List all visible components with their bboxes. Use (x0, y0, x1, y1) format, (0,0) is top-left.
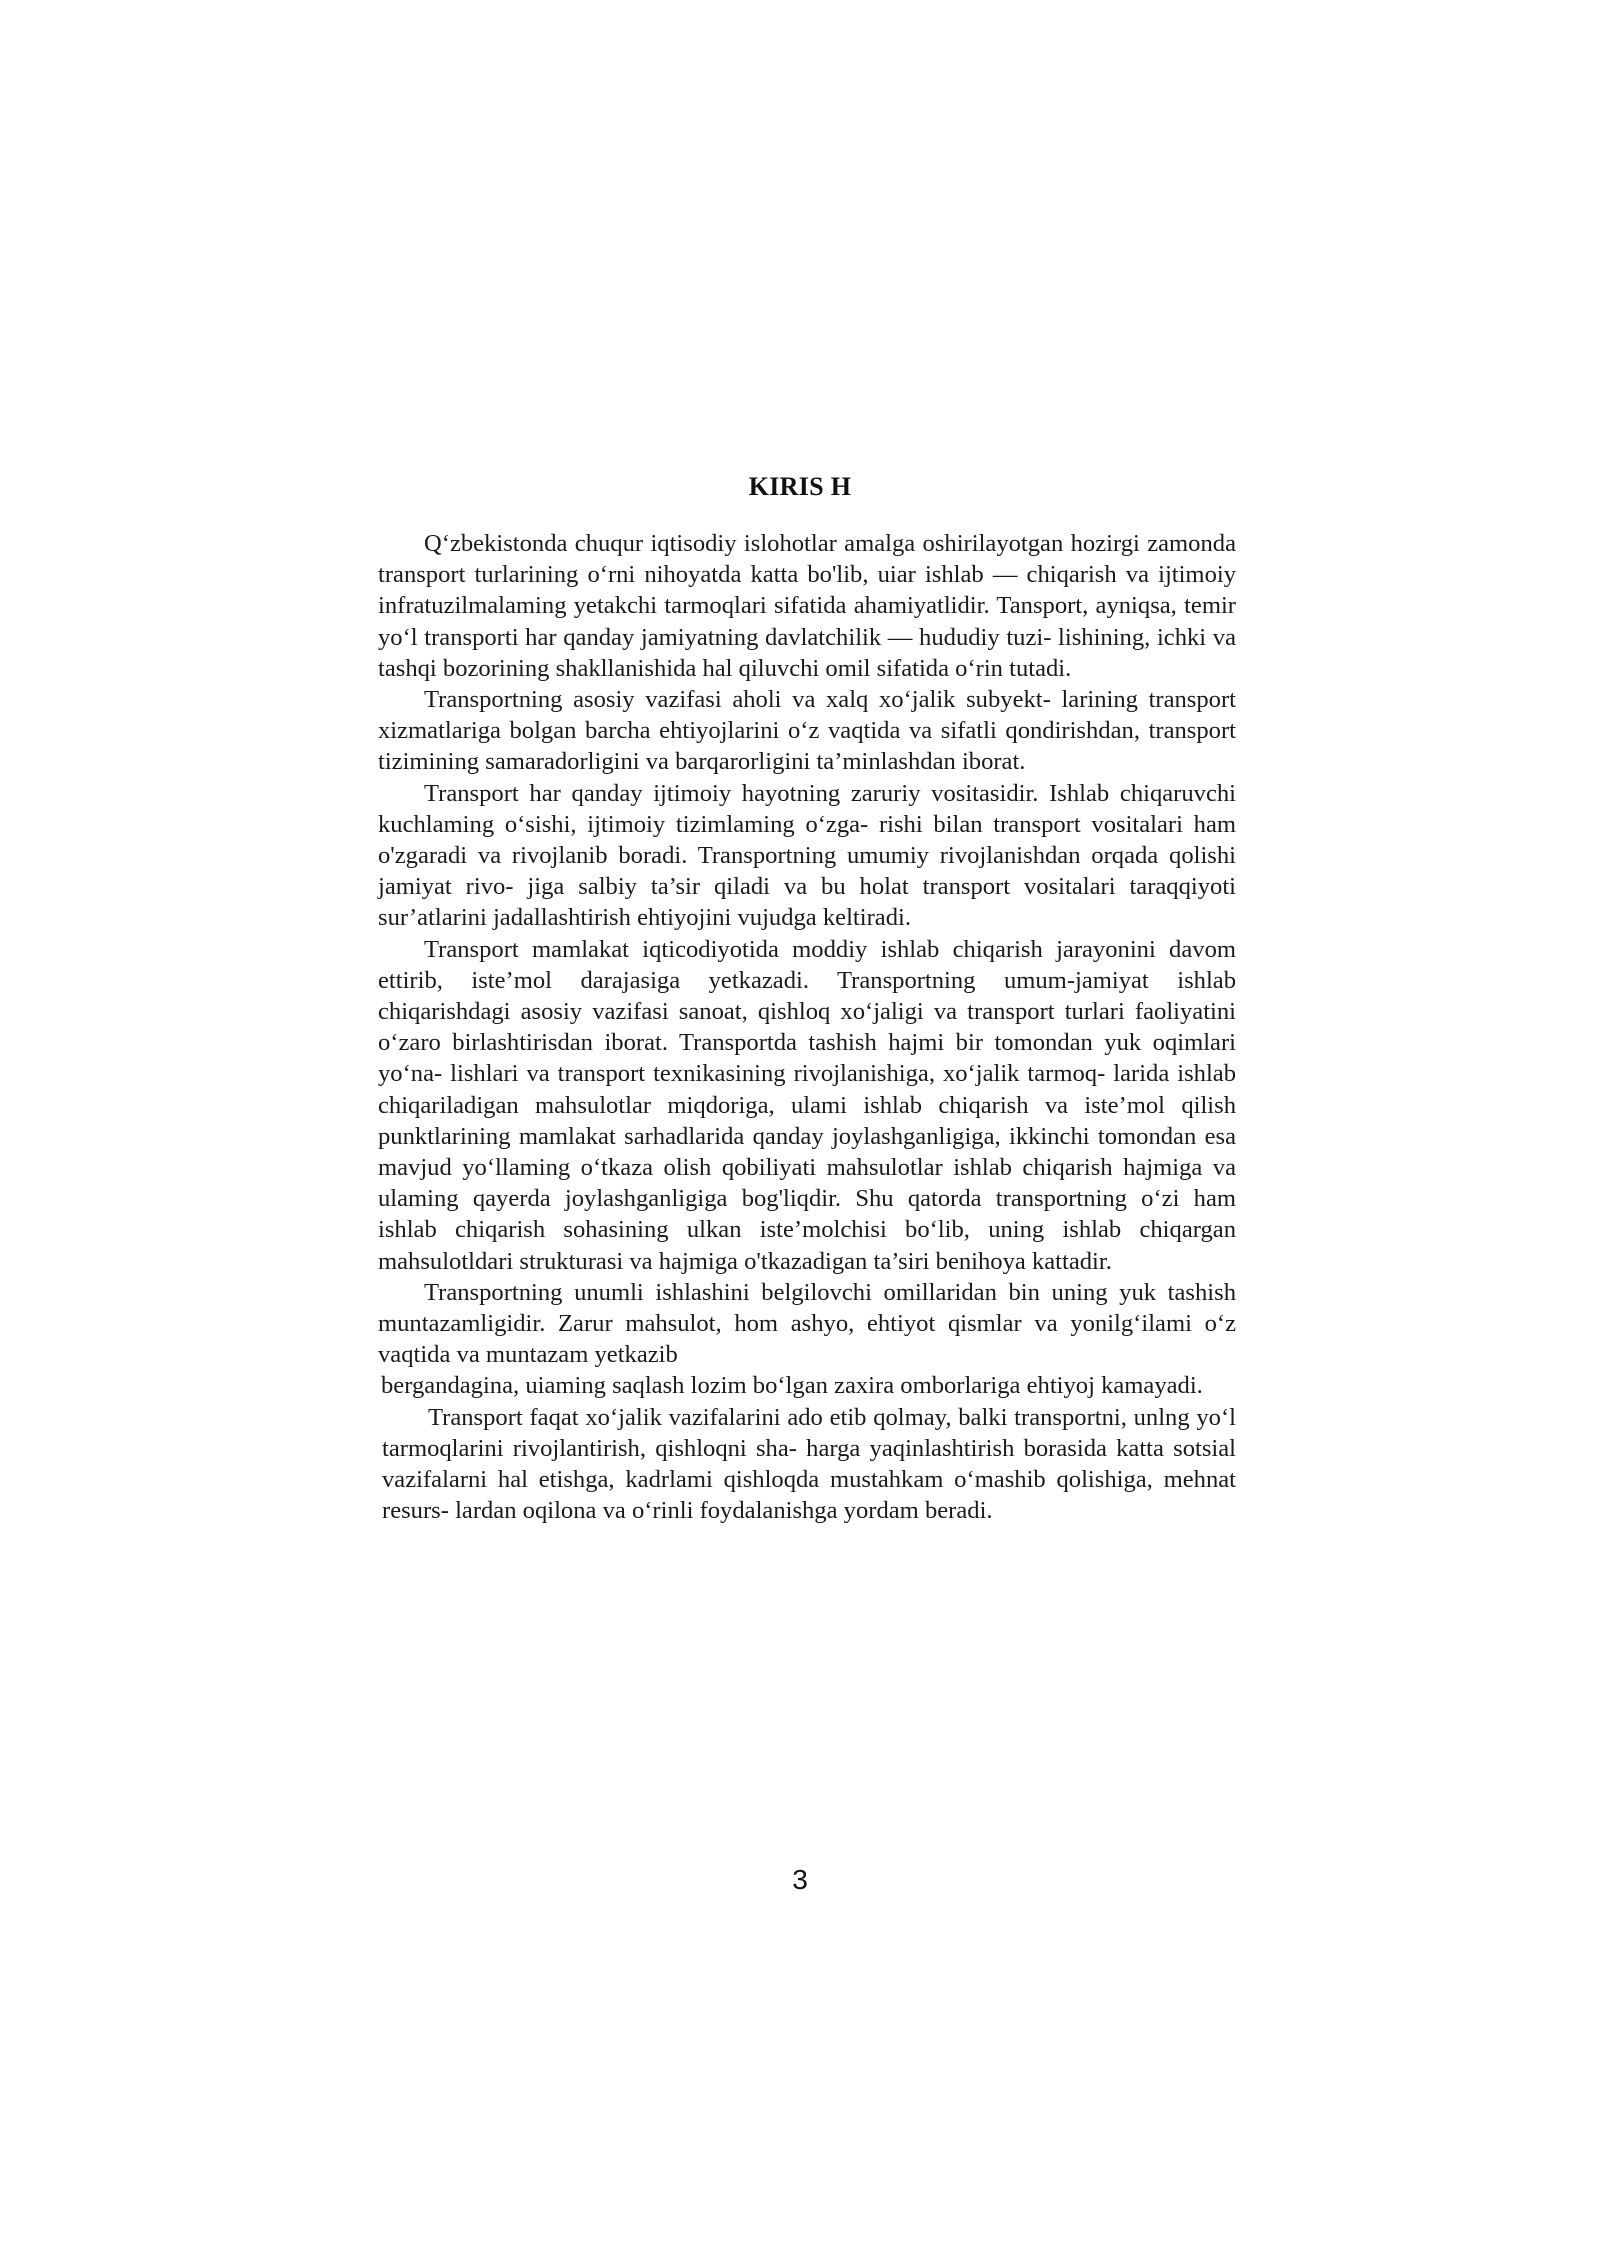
paragraph-5-continued: bergandagina, uiaming saqlash lozim bo‘lgan zaxira omborlariga ehtiyoj kamayadi. (381, 1372, 1203, 1400)
paragraph-3: Transport har qanday ijtimoiy hayotning zaruriy vositasidir. Ishlab chiqaruvchi kuchlaming o‘sishi, ijtimoiy tizimlaming o‘zga- rishi bilan transport vositalari ham o'zgaradi va rivojlanib boradi. Transportning umumiy rivojlanishdan orqada qolishi jamiyat rivo- jiga salbiy ta’sir qiladi va bu holat transport vositalari taraqqiyoti sur’atlarini jadallashtirish ehtiyojini vujudga keltiradi. (378, 779, 1236, 932)
paragraph-2: Transportning asosiy vazifasi aholi va xalq xo‘jalik subyekt- larining transport xizmatlariga bolgan barcha ehtiyojlarini o‘z vaqtida va sifatli qondirishdan, transport tizimining samaradorligini va barqarorligini ta’minlashdan iborat. (378, 686, 1236, 776)
page-number: 3 (792, 1864, 808, 1895)
body-text (378, 528, 1236, 1527)
paragraph-4: Transport mamlakat iqticodiyotida moddiy ishlab chiqarish jarayonini davom ettirib, iste’mol darajasiga yetkazadi. Transportning umum-jamiyat ishlab chiqarishdagi asosiy vazifasi sanoat, qishloq xo‘jaligi va transport turlari faoliyatini o‘zaro birlashtirisdan iborat. Transportda tashish hajmi bir tomondan yuk oqimlari yo‘na- lishlari va transport texnikasining rivojlanishiga, xo‘jalik tarmoq- larida ishlab chiqariladigan mahsulotlar miqdoriga, ulami ishlab chiqarish va iste’mol qilish punktlarining mamlakat sarhadlarida qanday joylashganligiga, ikkinchi tomondan esa mavjud yo‘llaming o‘tkaza olish qobiliyati mahsulotlar ishlab chiqarish hajmiga va ulaming qayerda joylashganligiga bog'liqdir. Shu qatorda transportning o‘zi ham ishlab chiqarish sohasining ulkan iste’molchisi bo‘lib, uning ishlab chiqargan mahsulotldari strukturasi va hajmiga o'tkazadigan ta’siri benihoya kattadir. (378, 935, 1236, 1275)
paragraph-5: Transportning unumli ishlashini belgilovchi omillaridan bin uning yuk tashish muntazamligidir. Zarur mahsulot, hom ashyo, ehtiyot qismlar va yonilg‘ilami o‘z vaqtida va muntazam yetkazib (378, 1278, 1236, 1369)
paragraph-6: Transport faqat xo‘jalik vazifalarini ado etib qolmay, balki transportni, unlng yo‘l tarmoqlarini rivojlantirish, qishloqni sha- harga yaqinlashtirish borasida katta sotsial vazifalarni hal etishga, kadrlami qishloqda mustahkam o‘mashib qolishiga, mehnat resurs- lardan oqilona va o‘rinli foydalanishga yordam beradi. (382, 1403, 1236, 1525)
chapter-heading: KIRIS H (748, 472, 852, 501)
paragraph-1: Q‘zbekistonda chuqur iqtisodiy islohotlar amalga oshirilayotgan hozirgi zamonda transport turlarining o‘rni nihoyatda katta bo'lib, uiar ishlab — chiqarish va ijtimoiy infratuzilmalaming yetakchi tarmoqlari sifatida ahamiyatlidir. Tansport, ayniqsa, temir yo‘l transporti har qanday jamiyatning davlatchilik — hududiy tuzi- lishining, ichki va tashqi bozorining shakllanishida hal qiluvchi omil sifatida o‘rin tutadi. (378, 530, 1236, 682)
